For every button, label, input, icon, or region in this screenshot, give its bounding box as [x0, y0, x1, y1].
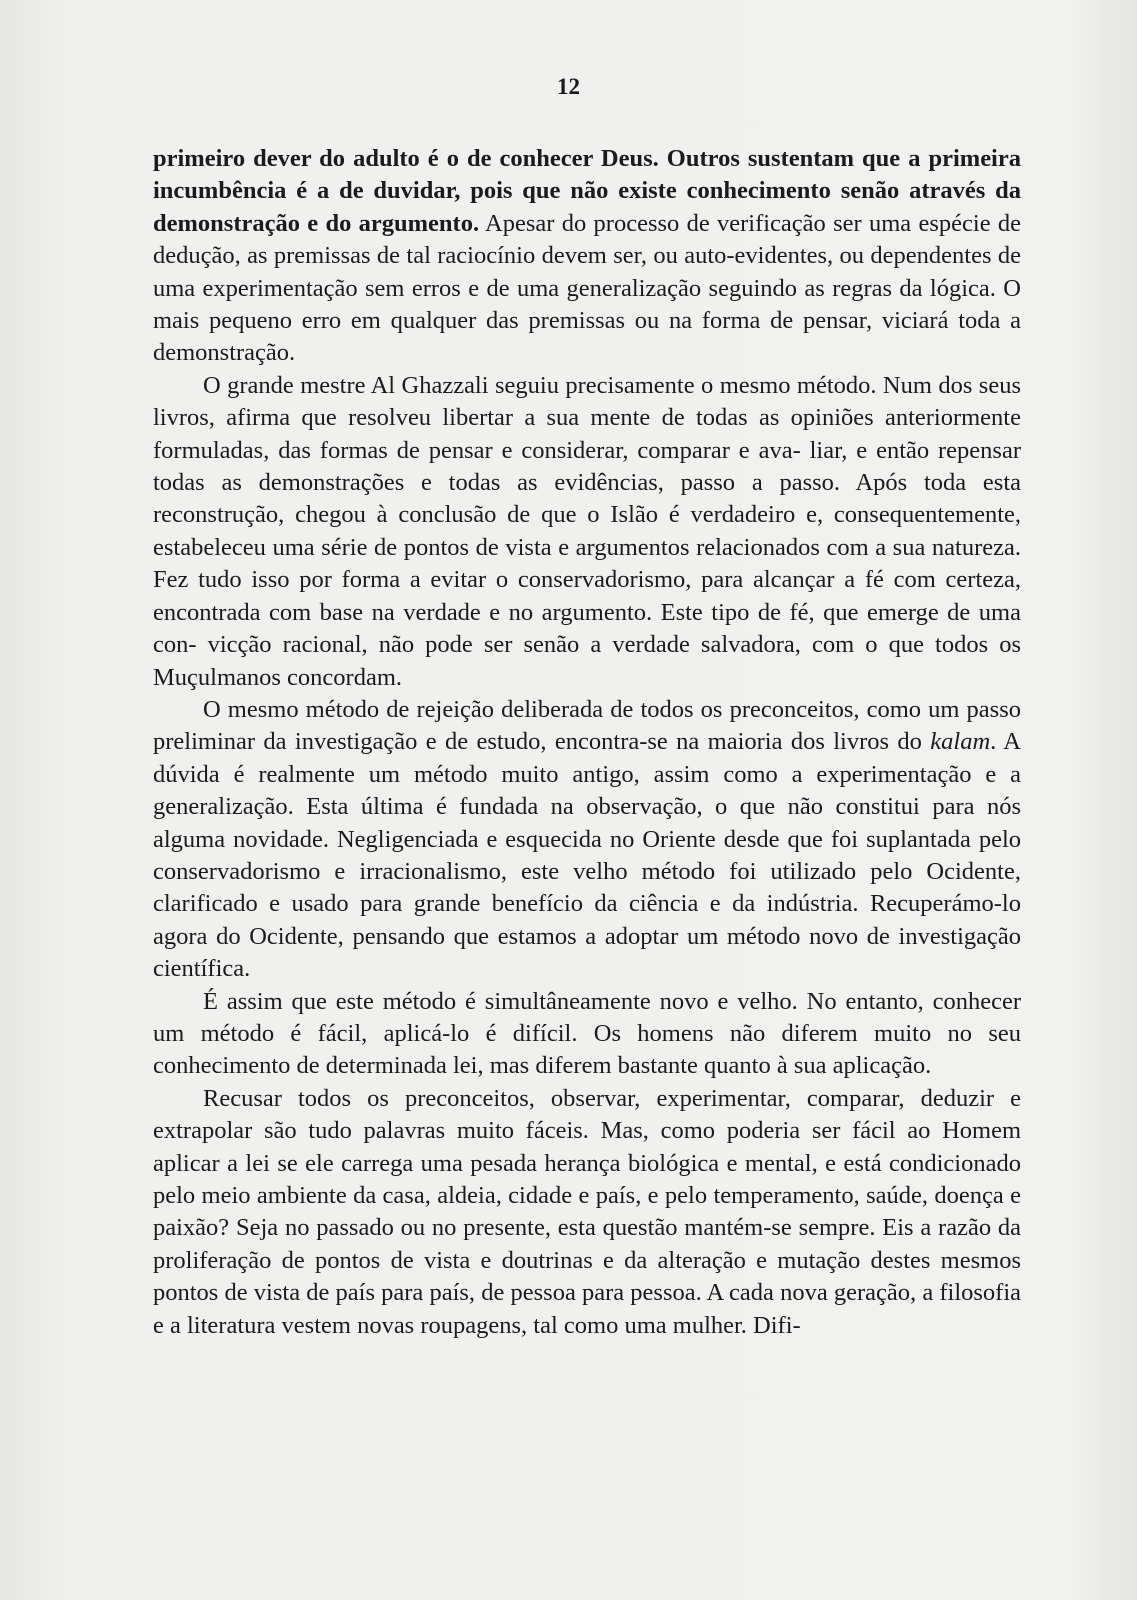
- paragraph-3-text-before: O mesmo método de rejeição deliberada de todos os preconceitos, como um passo preliminar da investigação e de estudo, encontra-se na maioria dos livros do: [153, 695, 1021, 756]
- paragraph-1-text: Apesar do processo de verificação ser uma espécie de dedução, as premissas de tal raciocínio devem ser, ou auto-evidentes, ou dependentes de uma experimentação sem erros e de uma generalização seguindo as regras da lógica. O mais pequeno erro em qualquer das premissas ou na forma de pensar, viciará toda a demonstração.: [153, 209, 1021, 367]
- paragraph-1: [153, 143, 1021, 370]
- paragraph-2: O grande mestre Al Ghazzali seguiu precisamente o mesmo método. Num dos seus livros, afirma que resolveu libertar a sua mente de todas as opiniões anteriormente formuladas, das formas de pensar e considerar, comparar e ava- liar, e então repensar todas as demonstrações e todas as evidências, passo a passo. Após toda esta reconstrução, chegou à conclusão de que o Islão é verdadeiro e, consequentemente, estabeleceu uma série de pontos de vista e argumentos relacionados com a sua natureza. Fez tudo isso por forma a evitar o conservadorismo, para alcançar a fé com certeza, encontrada com base na verdade e no argumento. Este tipo de fé, que emerge de uma con- vicção racional, não pode ser senão a verdade salvadora, com o que todos os Muçulmanos concordam.: [153, 371, 1021, 691]
- paragraph-1-bold-lead: primeiro dever do adulto é o de conhecer Deus. Outros sustentam que a primeira incumbência é a de duvidar, pois que não existe conhecimento senão através da demonstração e do argumento.: [153, 145, 1021, 237]
- paragraph-3-text-after: . A dúvida é realmente um método muito antigo, assim como a experimentação e a generalização. Esta última é fundada na observação, o que não constitui para nós alguma novidade. Negligenciada e esquecida no Oriente desde que foi suplantada pelo conservadorismo e irracionalismo, este velho método foi utilizado pelo Ocidente, clarificado e usado para grande benefício da ciência e da indústria. Recuperámo-lo agora do Ocidente, pensando que estamos a adoptar um método novo de investigação científica.: [153, 728, 1021, 983]
- body-text: [153, 143, 1021, 1342]
- page-number: 12: [557, 74, 580, 99]
- paragraph-3-italic-term: kalam: [930, 728, 991, 756]
- paragraph-5: Recusar todos os preconceitos, observar, experimentar, comparar, deduzir e extrapolar são tudo palavras muito fáceis. Mas, como poderia ser fácil ao Homem aplicar a lei se ele carrega uma pesada herança biológica e mental, e está condicionado pelo meio ambiente da casa, aldeia, cidade e país, e pelo temperamento, saúde, doença e paixão? Seja no passado ou no presente, esta questão mantém-se sempre. Eis a razão da proliferação de pontos de vista e doutrinas e da alteração e mutação destes mesmos pontos de vista de país para país, de pessoa para pessoa. A cada nova geração, a filosofia e a literatura vestem novas roupagens, tal como uma mulher. Difi-: [153, 1084, 1021, 1339]
- paragraph-4: É assim que este método é simultâneamente novo e velho. No entanto, conhecer um método é fácil, aplicá-lo é difícil. Os homens não diferem muito no seu conhecimento de determinada lei, mas diferem bastante quanto à sua aplicação.: [153, 987, 1021, 1080]
- paragraph-3: [153, 694, 1021, 986]
